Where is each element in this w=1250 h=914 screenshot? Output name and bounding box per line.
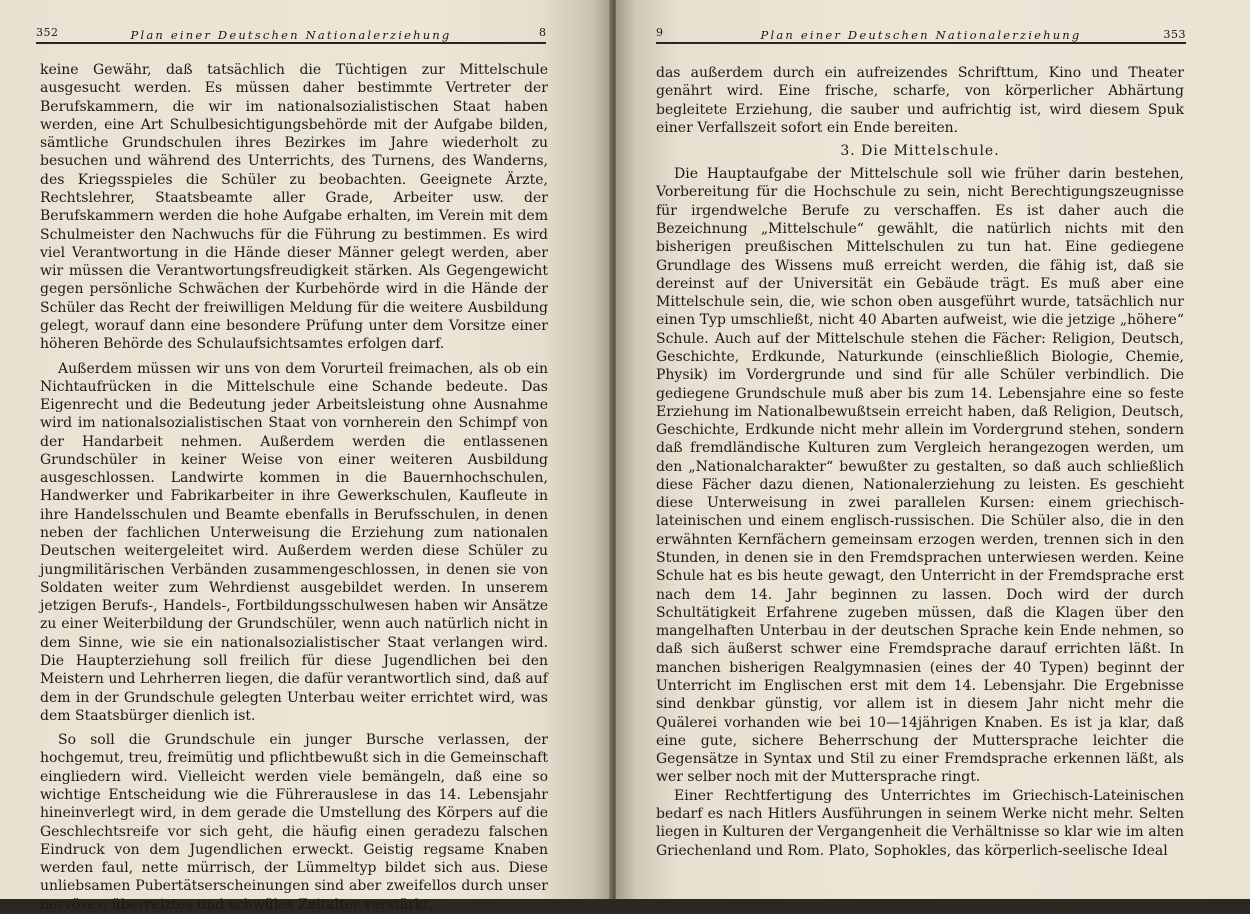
left-paragraph-3: So soll die Grundschule ein junger Bursche verlassen, der hochgemut, treu, freimütig und pflichtbewußt sich in die Gemeinschaft eingliedern wird. Vielleicht werden viele bemängeln, daß eine so wichtige Entscheidung wie die Führerauslese in das 14. Lebensjahr hineinverlegt wird, in dem gerade die Umstellung des Körpers auf die Geschlechtsreife vor sich geht, die häufig einen geradezu falschen Eindruck von dem Jugendlichen erweckt. Geistig regsame Knaben werden faul, nette mürrisch, der Lümmeltyp bildet sich aus. Diese unliebsamen Pubertätserscheinungen sind aber zweifellos durch unser nervöses, überreiztes und schwüles Zeitalter verstärkt, [40,732,548,913]
right-body-text [656,64,1184,860]
right-page [616,0,1250,899]
right-paragraph-1: das außerdem durch ein aufreizendes Schrifttum, Kino und Theater genährt wird. Eine frische, scharfe, von körperlicher Abhärtung begleitete Erziehung, die sauber und aufrichtig ist, wird diesem Spuk einer Verfallszeit sofort ein Ende bereiten. [656,65,1184,136]
left-running-head [36,24,546,44]
left-page [0,0,612,913]
right-running-title: Plan einer Deutschen Nationalerziehung [760,28,1082,42]
left-paragraph-2: Außerdem müssen wir uns von dem Vorurteil freimachen, als ob ein Nichtaufrücken in die Mittelschule eine Schande bedeute. Das Eigenrecht und die Bedeutung jeder Arbeitsleistung ohne Ausnahme wird im nationalsozialistischen Staat von vornherein den Schimpf von der Handarbeit nehmen. Außerdem werden die entlassenen Grundschüler in keiner Weise von einer weiteren Ausbildung ausgeschlossen. Landwirte kommen in die Bauernhochschulen, Handwerker und Fabrikarbeiter in ihre Gewerkschulen, Kaufleute in ihre Handelsschulen und Beamte ebenfalls in Berufsschulen, in denen neben der fachlichen Unterweisung die Erziehung zum nationalen Deutschen weitergeleitet wird. Außerdem werden diese Schüler zu jungmilitärischen Verbänden zusammengeschlossen, in denen sie von Soldaten weiter zum Wehrdienst ausgebildet werden. In unserem jetzigen Berufs-, Handels-, Fortbildungsschulwesen haben wir Ansätze zu einer Weiterbildung der Grundschüler, wenn auch natürlich nicht in dem Sinne, wie sie ein nationalsozialistischer Staat verlangen wird. Die Haupterziehung soll freilich für diese Jugendlichen bei den Meistern und Lehrherren liegen, die dafür verantwortlich sind, daß auf dem in der Grundschule gelegten Unterbau weiter errichtet wird, was dem Staatsbürger dienlich ist. [40,360,548,724]
left-signature-mark: 8 [539,26,546,39]
left-body-text [40,61,548,914]
section-heading: 3. Die Mittelschule. [840,143,1000,160]
right-signature-mark: 9 [656,26,663,39]
right-running-head [656,24,1186,44]
right-page-number: 353 [1163,28,1186,41]
right-paragraph-3: Einer Rechtfertigung des Unterrichtes im Griechisch-Lateinischen bedarf es nach Hitlers Ausführungen in seinem Werke nicht mehr. Selten liegen in Kulturen der Vergangenheit die Verhältnisse so klar wie im alten Griechenland und Rom. Plato, Sophokles, das körperlich-seelische Ideal [656,787,1184,859]
right-paragraph-2: Die Hauptaufgabe der Mittelschule soll wie früher darin bestehen, Vorbereitung für die Hochschule zu sein, nicht Berechtigungszeugnisse für irgendwelche Berufe zu verschaffen. Es ist daher auch die Bezeichnung „Mittelschule“ gewählt, die natürlich nichts mit den bisherigen preußischen Mittelschulen zu tun hat. Eine gediegene Grundlage des Wissens muß erreicht werden, die fähig ist, daß sie dereinst auf der Universität ein Gebäude trägt. Es muß aber eine Mittelschule sein, die, wie schon oben ausgeführt wurde, tatsächlich nur einen Typ umschließt, nicht 40 Abarten aufweist, wie die jetzige „höhere“ Schule. Auch auf der Mittelschule stehen die Fächer: Religion, Deutsch, Geschichte, Erdkunde, Naturkunde (einschließlich Biologie, Chemie, Physik) im Vordergrunde und sind für alle Schüler verbindlich. Die gediegene Grundschule muß aber bis zum 14. Lebensjahre eine so feste Erziehung im Nationalbewußtsein erreicht haben, daß Religion, Deutsch, Geschichte, Erdkunde nicht mehr allein im Vordergrund stehen, sondern daß fremdländische Kulturen zum Vergleich herangezogen werden, um den „Nationalcharakter“ bewußter zu gestalten, so daß auch schließlich diese Fächer dazu dienen, Nationalerziehung zu leisten. Es geschieht diese Unterweisung in zwei parallelen Kursen: einem griechisch-lateinischen und einem englisch-russischen. Die Schüler also, die in den erwähnten Kernfächern gemeinsam erzogen werden, trennen sich in den Stunden, in denen sie in den Fremdsprachen unterwiesen werden. Keine Schule hat es bis heute gewagt, den Unterricht in der Fremdsprache erst nach dem 14. Jahr beginnen zu lassen. Doch wird der durch Schultätigkeit Erfahrene zugeben müssen, daß die Klagen über den mangelhaften Unterbau in der deutschen Sprache kein Ende nehmen, so daß sich äußerst schwer eine Fremdsprache darauf errichten läßt. In manchen bisherigen Realgymnasien (eines der 40 Typen) beginnt der Unterricht im Englischen erst mit dem 14. Lebensjahr. Die Ergebnisse sind denkbar günstig, vor allem ist in diesem Jahr nicht mehr die Quälerei vorhanden wie bei 10—14jährigen Knaben. Es ist ja klar, daß eine gute, sichere Beherrschung der Muttersprache leichter die Gegensätze in Syntax und Stil zu einer Fremdsprache erkennen läßt, als wer selber noch mit der Muttersprache ringt. [656,166,1184,786]
left-running-title: Plan einer Deutschen Nationalerziehung [130,28,452,42]
left-page-number: 352 [36,26,59,39]
left-paragraph-1: keine Gewähr, daß tatsächlich die Tüchtigen zur Mittelschule ausgesucht werden. Es müssen daher bestimmte Vertreter der Berufskammern, die wir im nationalsozialistischen Staat haben werden, eine Art Schulbesichtigungsbehörde mit der Aufgabe bilden, sämtliche Grundschulen ihres Bezirkes im Jahre wiederholt zu besuchen und während des Unterrichts, des Turnens, des Wanderns, des Kriegsspieles die Schüler zu beobachten. Geeignete Ärzte, Rechtslehrer, Staatsbeamte aller Grade, Arbeiter usw. der Berufskammern werden die hohe Aufgabe erhalten, im Verein mit dem Schulmeister den Nachwuchs für die Führung zu bestimmen. Es wird viel Verantwortung in die Hände dieser Männer gelegt werden, aber wir müssen die Verantwortungsfreudigkeit stärken. Als Gegengewicht gegen persönliche Schwächen der Kurbehörde wird in die Hände der Schüler das Recht der freiwilligen Meldung für die weitere Ausbildung gelegt, worauf dann eine besondere Prüfung unter dem Vorsitze einer höheren Behörde des Schulaufsichtsamtes erfolgen darf. [40,62,548,353]
